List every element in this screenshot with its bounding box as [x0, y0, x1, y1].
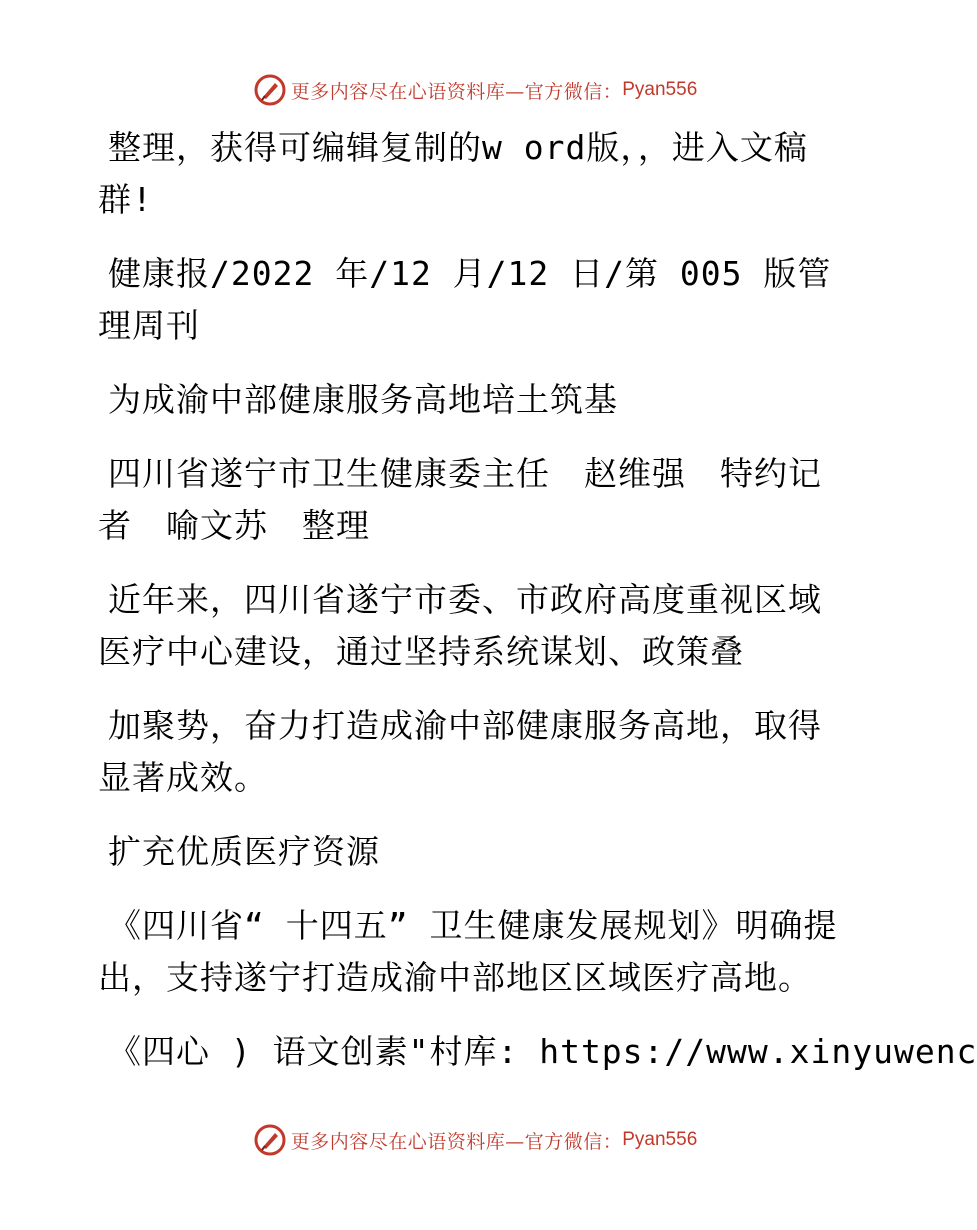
banner-text: 更多内容尽在心语资料库—官方微信：	[290, 80, 623, 103]
banner-text: 更多内容尽在心语资料库—官方微信：	[290, 1130, 623, 1153]
section-heading: 扩充优质医疗资源	[108, 832, 380, 871]
paragraph-body-1: 近年来，四川省遂宁市委、市政府高度重视区域医疗中心建设，通过坚持系统谋划、政策叠	[98, 580, 822, 671]
paragraph-source: 健康报/2022 年/12 月/12 日/第 005 版管理周刊	[98, 254, 832, 345]
header-watermark-banner	[0, 70, 950, 110]
quill-circle-logo-icon	[253, 1123, 287, 1157]
paragraph-body-3: 《四川省“ 十四五” 卫生健康发展规划》明确提出，支持遂宁打造成渝中部地区区域医疗高地。	[98, 906, 838, 997]
paragraph-intro: 整理，获得可编辑复制的w ord版，，进入文稿群!	[98, 128, 808, 219]
article-title: 为成渝中部健康服务高地培土筑基	[108, 380, 618, 419]
banner-handle: Pyan556	[622, 79, 698, 100]
paragraph-body-2: 加聚势，奋力打造成渝中部健康服务高地，取得显著成效。	[98, 706, 822, 797]
banner-handle: Pyan556	[622, 1129, 698, 1150]
quill-circle-logo-icon	[253, 73, 287, 107]
document-body	[98, 122, 977, 1078]
footer-watermark-banner	[0, 1120, 950, 1160]
article-byline: 四川省遂宁市卫生健康委主任 赵维强 特约记者 喻文苏 整理	[98, 454, 822, 545]
paragraph-footer-link: 《四心 ) 语文创素"村库: https://www.xinyuwenc	[108, 1032, 977, 1071]
